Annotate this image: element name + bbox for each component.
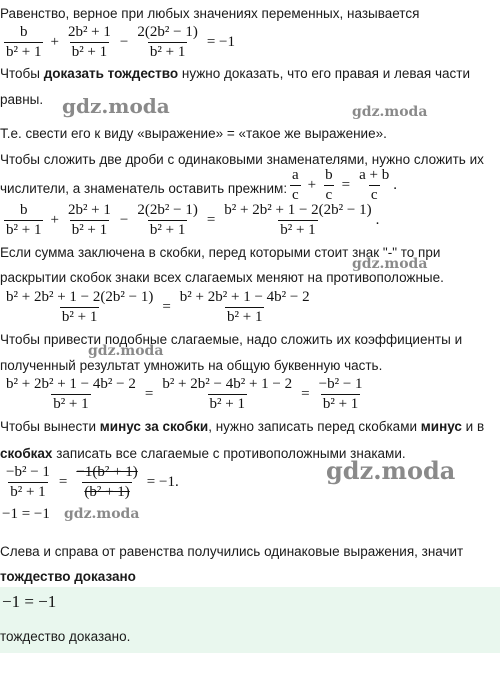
proved-bold: тождество доказано <box>0 569 136 584</box>
equation-1: $\frac{b}{\text{b² + 1}}$ + $\frac{\text{2b² + 1}}{\text{b² + 1}}$ − $\frac{\text{2(2b² − 1)}}{\text{b² + 1}}$ = −1 <box>6 24 235 60</box>
equation-4: $\frac{\text{b² + 2b² + 1 − 4b² − 2}}{\text{b² + 1}}$ = $\frac{\text{b² + 2b² − 4b² + 1 − 2}}{\text{b² + 1}}$ = $\frac{\text{−b² − 1}}{\text{b² + 1}}$ <box>6 376 363 412</box>
minus-text-2: скобках записать все слагаемые с противоположными знаками. <box>0 446 406 461</box>
fraction: $\frac{b}{\text{b² + 1}}$ <box>6 24 42 60</box>
fraction-rule-text-2: числители, а знаменатель оставить прежним: <box>0 181 288 196</box>
watermark: gdz.moda <box>64 506 140 522</box>
equation-3: $\frac{\text{b² + 2b² + 1 − 2(2b² − 1)}}{\text{b² + 1}}$ = $\frac{\text{b² + 2b² + 1 − 4b² − 2}}{\text{b² + 1}}$ <box>6 289 310 325</box>
similar-text-2: полученный результат умножить на общую буквенную часть. <box>0 358 383 373</box>
conclusion-text: Слева и справа от равенства получились одинаковые выражения, значит <box>0 544 464 559</box>
rule-equation: $\frac{a}{c}$ + $\frac{b}{c}$ = $\frac{a + b}{c}$ . <box>292 167 397 203</box>
fraction: $\frac{\text{2b² + 1}}{\text{b² + 1}}$ <box>67 24 111 60</box>
brackets-text-2: раскрытии скобок знаки всех слагаемых меняют на противоположные. <box>0 270 444 285</box>
fraction-rule-text: Чтобы сложить две дроби с одинаковыми знаменателями, нужно сложить их <box>0 152 484 167</box>
watermark: gdz.moda <box>326 456 456 485</box>
form-text: Т.е. свести его к виду «выражение» = «такое же выражение». <box>0 126 387 141</box>
minus-text: Чтобы вынести минус за скобки, нужно записать перед скобками минус и в <box>0 419 485 434</box>
equation-2: $\frac{b}{\text{b² + 1}}$ + $\frac{\text{2b² + 1}}{\text{b² + 1}}$ − $\frac{\text{2(2b² − 1)}}{\text{b² + 1}}$ = $\frac{\text{b² + 2b² + 1 − 2(2b² − 1)}}{\text{b² + 1}}$ . <box>6 202 380 238</box>
final-equation: −1 = −1 <box>2 592 57 611</box>
prove-text-2: равны. <box>0 92 44 107</box>
equation-5: $\frac{\text{−b² − 1}}{\text{b² + 1}}$ = $\frac{\text{−1(b² + 1)}}{\text{(b² + 1)}}$ = −1. <box>6 464 179 500</box>
similar-text: Чтобы привести подобные слагаемые, надо сложить их коэффициенты и <box>0 332 463 347</box>
prove-text: Чтобы доказать тождество нужно доказать, что его правая и левая части <box>0 66 470 81</box>
watermark: gdz.moda <box>352 256 428 272</box>
watermark: gdz.moda <box>352 104 428 120</box>
intro-text: Равенство, верное при любых значениях переменных, называется <box>0 6 420 21</box>
watermark: gdz.moda <box>62 94 170 118</box>
final-text: тождество доказано. <box>0 629 131 644</box>
watermark: gdz.moda <box>88 343 164 359</box>
fraction: $\frac{\text{2(2b² − 1)}}{\text{b² + 1}}$ <box>137 24 198 60</box>
brackets-text: Если сумма заключена в скобки, перед которыми стоит знак "-" то при <box>0 245 441 260</box>
equation-6: −1 = −1 <box>2 506 50 522</box>
